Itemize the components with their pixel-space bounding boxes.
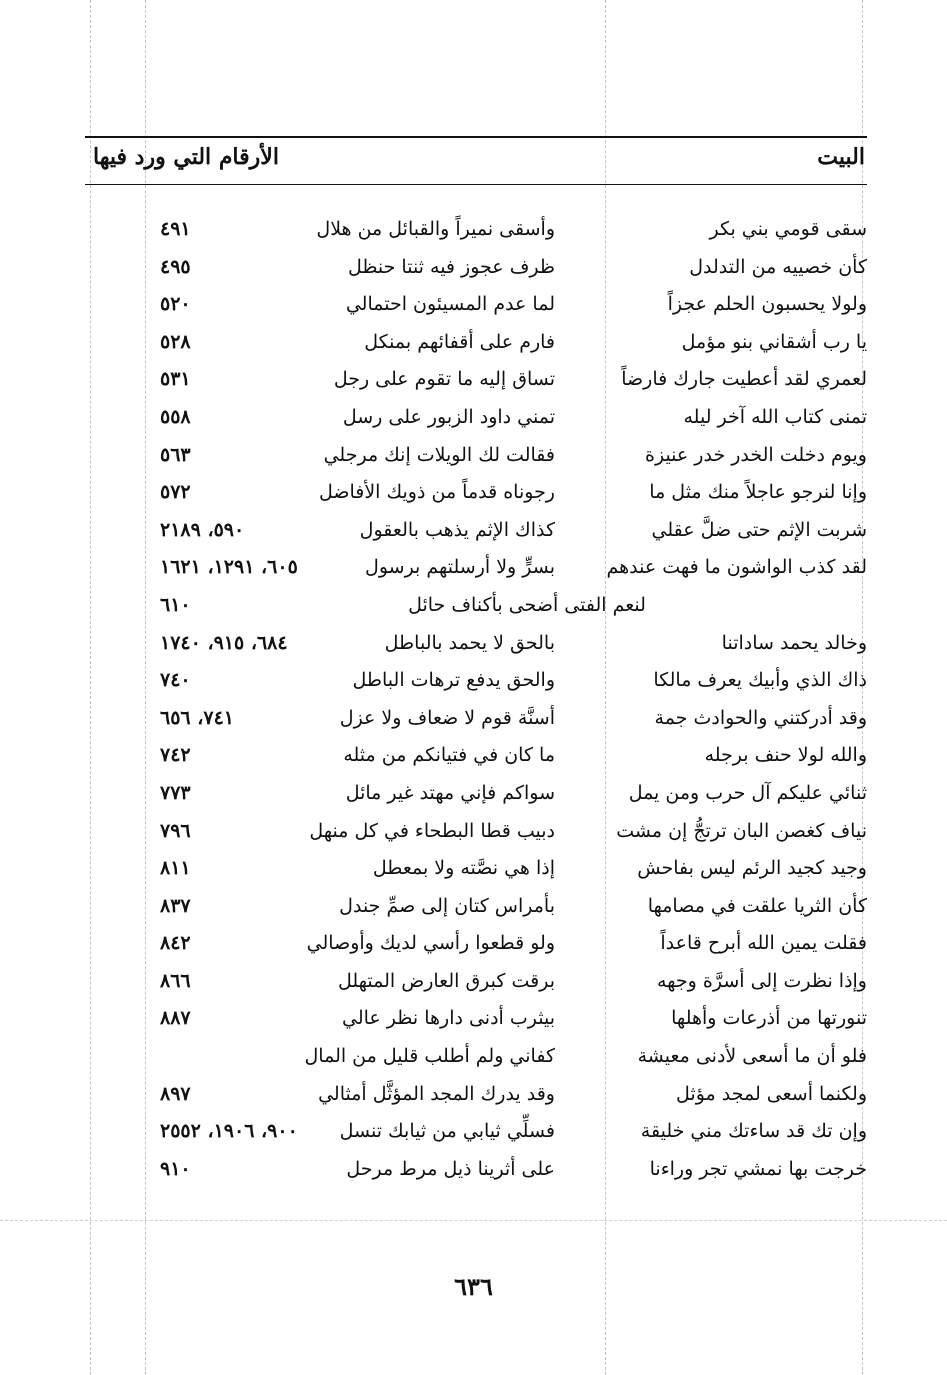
- verse-reference-numbers: ٨١١: [160, 857, 191, 880]
- verse-row: [100, 1154, 867, 1192]
- verse-reference-numbers: ٧٧٣: [160, 781, 191, 804]
- verse-second-hemistich: رجوناه قدماً من ذويك الأفاضل: [318, 481, 555, 504]
- header-bottom-rule: [85, 184, 867, 185]
- verse-row: [100, 477, 867, 515]
- verse-first-hemistich: كأن الثريا علقت في مصامها: [647, 894, 867, 917]
- verse-second-hemistich: دبيب قطا البطحاء في كل منهل: [309, 819, 555, 842]
- verse-reference-numbers: ٩٠٠، ١٩٠٦، ٢٥٥٢: [160, 1120, 298, 1143]
- verse-second-hemistich: بيثرب أدنى دارها نظر عالي: [342, 1007, 555, 1030]
- verse-reference-numbers: ٧٤١، ٦٥٦: [160, 706, 234, 729]
- verse-second-hemistich: والحق يدفع ترهات الباطل: [352, 669, 555, 692]
- verse-first-hemistich: كأن خصييه من التدلدل: [689, 255, 867, 278]
- verse-row: [100, 590, 867, 628]
- verse-reference-numbers: ٦٨٤، ٩١٥، ١٧٤٠: [160, 631, 288, 654]
- verse-reference-numbers: ٥٢٨: [160, 330, 191, 353]
- verse-first-hemistich: سقى قومي بني بكر: [709, 218, 867, 240]
- verse-row: [100, 816, 867, 854]
- verse-row: [100, 1041, 867, 1079]
- verse-second-hemistich: وأسقى نميراً والقبائل من هلال: [316, 218, 555, 240]
- verse-second-hemistich: برقت كبرق العارض المتهلل: [337, 969, 555, 992]
- scan-guide-line: [90, 0, 91, 1375]
- verse-second-hemistich: أسنَّة قوم لا ضعاف ولا عزل: [339, 706, 555, 729]
- verse-row: [100, 327, 867, 365]
- verse-row: [100, 402, 867, 440]
- verse-second-hemistich: إذا هي نصَّته ولا بمعطل: [372, 857, 555, 880]
- verse-reference-numbers: ٥٩٠، ٢١٨٩: [160, 518, 245, 541]
- verse-row: [100, 440, 867, 478]
- header-verse-label: البيت: [817, 144, 865, 170]
- verse-second-hemistich: على أثرينا ذيل مرط مرحل: [346, 1157, 555, 1180]
- verse-row: [100, 928, 867, 966]
- verse-row: [100, 252, 867, 290]
- verse-first-hemistich: ويوم دخلت الخدر خدر عنيزة: [645, 443, 867, 466]
- verse-first-hemistich: خرجت بها نمشي تجر وراءنا: [649, 1157, 867, 1180]
- verse-reference-numbers: ٨٤٢: [160, 932, 191, 955]
- verse-first-hemistich: وجيد كجيد الرئم ليس بفاحش: [637, 857, 867, 880]
- verse-first-hemistich: يا رب أشقاني بنو مؤمل: [681, 330, 867, 353]
- verse-first-hemistich: تمنى كتاب الله آخر ليله: [683, 405, 867, 428]
- verse-first-hemistich: ثنائي عليكم آل حرب ومن يمل: [628, 781, 867, 804]
- verse-first-hemistich: ولولا يحسبون الحلم عجزاً: [667, 293, 867, 316]
- verse-first-hemistich: ولكنما أسعى لمجد مؤثل: [676, 1082, 867, 1105]
- verse-reference-numbers: ٤٩٥: [160, 255, 191, 278]
- verse-row: [100, 289, 867, 327]
- verse-first-hemistich: شربت الإثم حتى ضلَّ عقلي: [651, 518, 867, 541]
- verse-second-hemistich: تمني داود الزبور على رسل: [342, 405, 555, 428]
- verse-row: [100, 552, 867, 590]
- verse-second-hemistich: فقالت لك الويلات إنك مرجلي: [323, 443, 555, 466]
- verse-first-hemistich: لعمري لقد أعطيت جارك فارضاً: [621, 368, 867, 391]
- verse-second-hemistich: سواكم فإني مهتد غير مائل: [345, 781, 555, 804]
- verse-row: [100, 891, 867, 929]
- verse-reference-numbers: ٥٣١: [160, 368, 191, 391]
- verse-first-hemistich: تنورتها من أذرعات وأهلها: [671, 1007, 867, 1030]
- verse-second-hemistich: لما عدم المسيئون احتمالي: [345, 293, 555, 316]
- verse-second-hemistich: ما كان في فتيانكم من مثله: [343, 744, 555, 767]
- verse-second-hemistich: بالحق لا يحمد بالباطل: [384, 631, 555, 654]
- verse-reference-numbers: ٥٢٠: [160, 293, 191, 316]
- verse-row: [100, 703, 867, 741]
- verse-row: [100, 966, 867, 1004]
- verse-reference-numbers: ٧٤٢: [160, 744, 191, 767]
- verse-reference-numbers: ٥٧٢: [160, 481, 191, 504]
- verse-reference-numbers: ٧٤٠: [160, 669, 191, 692]
- verse-second-hemistich: وقد يدرك المجد المؤثَّل أمثالي: [318, 1082, 555, 1105]
- verse-reference-numbers: ٩١٠: [160, 1157, 191, 1180]
- verse-second-hemistich: تساق إليه ما تقوم على رجل: [333, 368, 555, 391]
- verse-first-hemistich: فقلت يمين الله أبرح قاعداً: [660, 932, 867, 955]
- verse-reference-numbers: ٦٠٥، ١٢٩١، ١٦٢١: [160, 556, 298, 579]
- verse-first-hemistich: وقد أدركتني والحوادث جمة: [654, 706, 867, 729]
- header-top-rule: [85, 136, 867, 138]
- verse-first-hemistich: ذاك الذي وأبيك يعرف مالكا: [653, 669, 867, 692]
- verse-row: [100, 778, 867, 816]
- page-number: ٦٣٦: [454, 1272, 493, 1301]
- verse-row: [100, 1003, 867, 1041]
- verse-reference-numbers: ٨٣٧: [160, 894, 191, 917]
- verse-reference-numbers: ٧٩٦: [160, 819, 191, 842]
- verse-row: [100, 1079, 867, 1117]
- verse-second-hemistich: كذاك الإثم يذهب بالعقول: [359, 518, 555, 541]
- verse-row: [100, 853, 867, 891]
- verse-row: [100, 1116, 867, 1154]
- verse-second-hemistich: فسلِّي ثيابي من ثيابك تنسل: [339, 1120, 555, 1143]
- verse-first-hemistich: وإن تك قد ساءتك مني خليقة: [640, 1120, 867, 1143]
- verse-second-hemistich: بأمراس كتان إلى صمِّ جندل: [339, 894, 555, 917]
- verse-row: [100, 665, 867, 703]
- verse-reference-numbers: ٨٨٧: [160, 1007, 191, 1030]
- verse-first-hemistich: وإذا نظرت إلى أسرَّة وجهه: [656, 969, 867, 992]
- verse-reference-numbers: ٨٩٧: [160, 1082, 191, 1105]
- verse-second-hemistich: كفاني ولم أطلب قليل من المال: [304, 1045, 555, 1068]
- verse-index-list: [100, 214, 867, 1191]
- verse-row: [100, 515, 867, 553]
- header-refs-label: الأرقام التي ورد فيها: [93, 144, 279, 170]
- verse-first-hemistich: وإنا لنرجو عاجلاً منك مثل ما: [649, 481, 867, 504]
- verse-first-hemistich: وخالد يحمد ساداتنا: [721, 631, 867, 654]
- verse-first-hemistich: والله لولا حنف برجله: [704, 744, 867, 767]
- verse-full-line: لنعم الفتى أضحى بأكناف حائل: [408, 593, 646, 616]
- verse-row: [100, 628, 867, 666]
- scan-guide-line: [0, 1220, 947, 1221]
- verse-row: [100, 740, 867, 778]
- verse-reference-numbers: ٦١٠: [160, 593, 191, 616]
- verse-reference-numbers: ٨٦٦: [160, 969, 191, 992]
- verse-reference-numbers: ٥٥٨: [160, 405, 191, 428]
- verse-second-hemistich: بسرٍّ ولا أرسلتهم برسول: [365, 556, 555, 579]
- verse-second-hemistich: ولو قطعوا رأسي لديك وأوصالي: [306, 932, 555, 955]
- verse-second-hemistich: فارم على أقفائهم بمنكل: [364, 330, 555, 353]
- verse-first-hemistich: لقد كذب الواشون ما فهت عندهم: [606, 556, 867, 579]
- verse-reference-numbers: ٥٦٣: [160, 443, 191, 466]
- verse-reference-numbers: ٤٩١: [160, 218, 191, 240]
- verse-row: [100, 364, 867, 402]
- verse-row: [100, 214, 867, 252]
- verse-second-hemistich: ظرف عجوز فيه ثنتا حنظل: [347, 255, 555, 278]
- verse-first-hemistich: نياف كغصن البان ترتجُّ إن مشت: [616, 819, 867, 842]
- verse-first-hemistich: فلو أن ما أسعى لأدنى معيشة: [637, 1045, 867, 1068]
